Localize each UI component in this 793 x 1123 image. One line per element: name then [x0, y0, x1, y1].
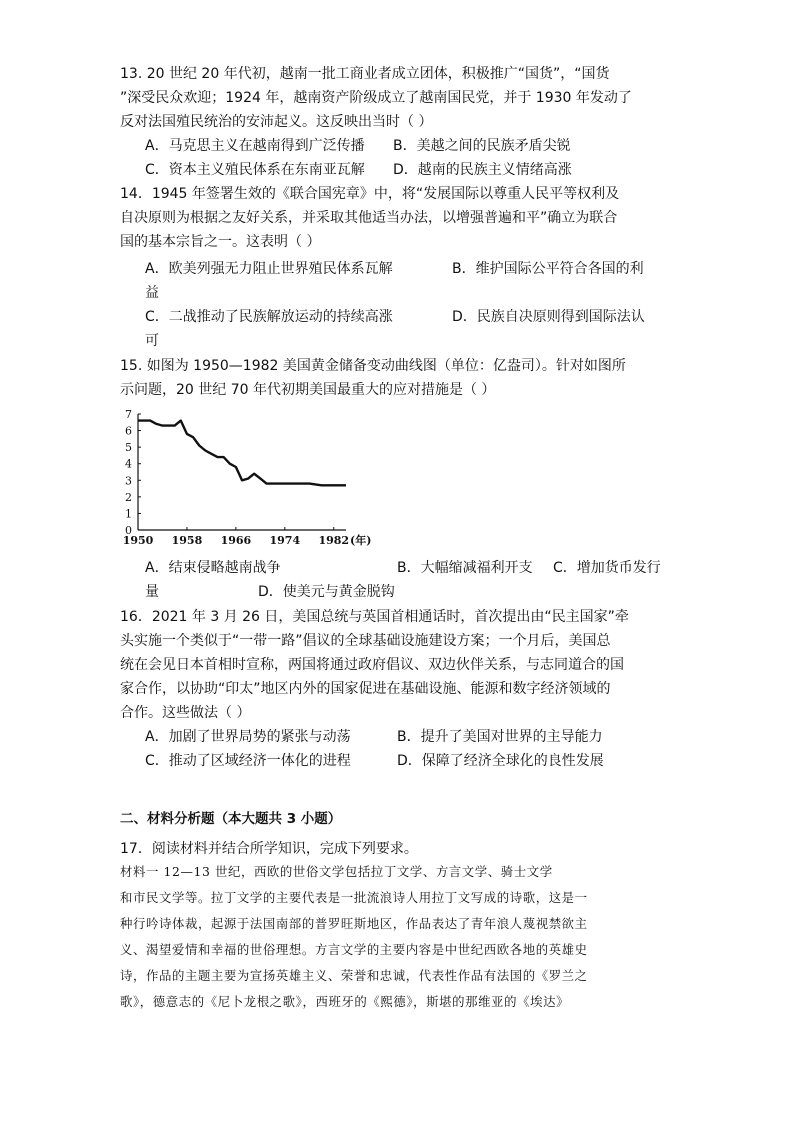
- material-line: 种行吟诗体裁，起源于法国南部的普罗旺斯地区，作品表达了青年浪人蔑视禁欲主: [120, 916, 588, 931]
- series-line: [138, 421, 346, 486]
- y-tick-label: 1: [125, 507, 132, 521]
- q16-stem-line-3: 统在会见日本首相时宣称，两国将通过政府倡议、双边伙伴关系，与志同道合的国: [120, 657, 624, 673]
- material-line: 歌》，德意志的《尼卜龙根之歌》，西班牙的《熙德》，斯堪的那维亚的《埃达》: [120, 994, 570, 1009]
- chart-axes: [138, 414, 346, 530]
- q16-stem-line-1: 16．2021 年 3 月 26 日，美国总统与英国首相通话时，首次提出由“民主国家”牵: [120, 609, 629, 625]
- q15-option-b: B．大幅缩减福利开支: [397, 560, 533, 576]
- q13-option-c: C．资本主义殖民体系在东南亚瓦解: [145, 162, 365, 178]
- y-tick-label: 0: [125, 524, 132, 537]
- x-tick-label: 1950: [122, 534, 154, 547]
- q13-stem-line-3: 反对法国殖民统治的安沛起义。这反映出当时（ ）: [120, 114, 433, 130]
- q13-option-b: B．美越之间的民族矛盾尖锐: [393, 138, 571, 154]
- q15-option-c: C．增加货币发行: [553, 560, 661, 576]
- y-tick-label: 2: [125, 490, 132, 504]
- q14-option-c: C．二战推动了民族解放运动的持续高涨: [145, 309, 393, 325]
- material-line: 义、渴望爱情和幸福的世俗理想。方言文学的主要内容是中世纪西欧各地的英雄史: [120, 942, 588, 957]
- q17-material: [120, 859, 675, 1015]
- q16-stem-line-5: 合作。这些做法（ ）: [120, 705, 251, 721]
- q13-option-a: A．马克思主义在越南得到广泛传播: [145, 138, 365, 154]
- y-tick-label: 4: [125, 457, 132, 471]
- x-tick-label: 1974: [269, 534, 301, 547]
- x-axis-label: (年): [350, 534, 372, 547]
- y-tick-label: 3: [125, 474, 132, 488]
- q16-option-a: A．加剧了世界局势的紧张与动荡: [145, 729, 351, 745]
- q14-option-d: D．民族自决原则得到国际法认: [452, 309, 645, 325]
- section-heading: 二、材料分析题（本大题共 3 小题）: [120, 811, 342, 827]
- q13-option-d: D．越南的民族主义情绪高涨: [393, 162, 572, 178]
- q13-stem-line-1: 13. 20 世纪 20 年代初，越南一批工商业者成立团体，积极推广“国货”，“国货: [120, 66, 610, 82]
- q16-stem-line-4: 家合作，以协助“印太”地区内外的国家促进在基础设施、能源和数字经济领域的: [120, 681, 611, 697]
- y-tick-label: 6: [125, 424, 132, 438]
- q15-option-a: A．结束侵略越南战争: [145, 560, 281, 576]
- q15-stem-line-1: 15. 如图为 1950—1982 美国黄金储备变动曲线图（单位：亿盎司）。针对如图所: [120, 358, 626, 374]
- material-line: 和市民文学等。拉丁文学的主要代表是一批流浪诗人用拉丁文写成的诗歌，这是一: [120, 890, 588, 905]
- y-tick-label: 7: [125, 408, 132, 421]
- q15-option-c-wrap: 量: [145, 584, 159, 600]
- q14-option-b: B．维护国际公平符合各国的利: [452, 261, 644, 277]
- q14-stem-line-2: 自决原则为根据之友好关系，并采取其他适当办法，以增强普遍和平”确立为联合: [120, 210, 618, 226]
- y-tick-label: 5: [125, 441, 132, 455]
- gold-reserve-chart: [118, 408, 380, 548]
- q13-stem-line-2: ”深受民众欢迎；1924 年，越南资产阶级成立了越南国民党，并于 1930 年发动了: [120, 90, 632, 106]
- material-line: 材料一 12—13 世纪，西欧的世俗文学包括拉丁文学、方言文学、骑士文学: [120, 864, 553, 879]
- q14-option-d-wrap: 可: [145, 333, 159, 349]
- q16-option-d: D．保障了经济全球化的良性发展: [397, 753, 604, 769]
- q14-option-a: A．欧美列强无力阻止世界殖民体系瓦解: [145, 261, 393, 277]
- q16-stem-line-2: 头实施一个类似于“一带一路”倡议的全球基础设施建设方案；一个月后，美国总: [120, 633, 611, 649]
- chart-ticks: [123, 408, 372, 547]
- q14-stem-line-1: 14．1945 年签署生效的《联合国宪章》中，将“发展国际以尊重人民平等权利及: [120, 186, 620, 202]
- q15-option-d: D．使美元与黄金脱钩: [258, 584, 395, 600]
- q17-prompt: 17．阅读材料并结合所学知识，完成下列要求。: [120, 841, 418, 857]
- x-tick-label: 1958: [171, 534, 203, 547]
- x-tick-label: 1966: [220, 534, 252, 547]
- material-line: 诗，作品的主题主要为宣扬英雄主义、荣誉和忠诚，代表性作品有法国的《罗兰之: [120, 968, 588, 983]
- q14-stem-line-3: 国的基本宗旨之一。这表明（ ）: [120, 234, 321, 250]
- x-tick-label: 1982: [318, 534, 350, 547]
- q14-option-b-wrap: 益: [145, 285, 159, 301]
- q15-stem-line-2: 示问题，20 世纪 70 年代初期美国最重大的应对措施是（ ）: [120, 382, 496, 398]
- q16-option-c: C．推动了区域经济一体化的进程: [145, 753, 351, 769]
- q16-option-b: B．提升了美国对世界的主导能力: [397, 729, 603, 745]
